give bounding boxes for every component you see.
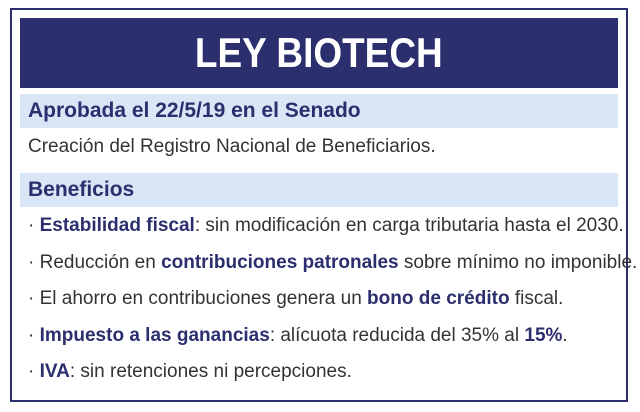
benefit-text-end: . xyxy=(562,324,568,346)
benefits-bar xyxy=(20,173,618,207)
benefit-prefix: · xyxy=(28,324,40,346)
description-text: Creación del Registro Nacional de Beneficiarios. xyxy=(28,136,436,157)
benefit-text: : sin retenciones ni percepciones. xyxy=(69,361,352,382)
benefit-prefix: · xyxy=(28,215,40,236)
benefit-prefix: · xyxy=(28,361,40,382)
page-title: LEY BIOTECH xyxy=(195,29,443,76)
benefit-keyword: bono de crédito xyxy=(367,288,510,309)
title-banner xyxy=(20,18,618,88)
benefit-keyword: IVA xyxy=(39,361,70,382)
benefit-item xyxy=(28,285,637,322)
benefit-keyword: Impuesto a las ganancias xyxy=(39,324,270,346)
benefits-list xyxy=(28,212,637,395)
benefit-prefix: · Reducción en xyxy=(28,251,162,273)
benefit-item xyxy=(28,322,637,359)
approved-text: Aprobada el 22/5/19 en el Senado xyxy=(28,99,361,122)
infographic-card xyxy=(10,8,638,402)
benefit-prefix: · El ahorro en contribuciones genera un xyxy=(28,288,368,309)
benefit-item xyxy=(28,212,637,249)
benefit-text: sobre mínimo no imponible. xyxy=(398,251,638,273)
benefit-keyword: Estabilidad fiscal xyxy=(39,215,195,236)
benefit-rate: 15% xyxy=(524,324,563,346)
benefit-text: : sin modificación en carga tributaria hasta el 2030. xyxy=(194,215,624,236)
benefit-item xyxy=(28,249,637,286)
benefits-heading: Beneficios xyxy=(28,178,135,201)
approved-bar xyxy=(20,94,618,128)
benefit-text: : alícuota reducida del 35% al xyxy=(269,324,525,346)
benefit-keyword: contribuciones patronales xyxy=(161,251,399,273)
benefit-text: fiscal. xyxy=(509,288,564,309)
benefit-item xyxy=(28,358,637,395)
